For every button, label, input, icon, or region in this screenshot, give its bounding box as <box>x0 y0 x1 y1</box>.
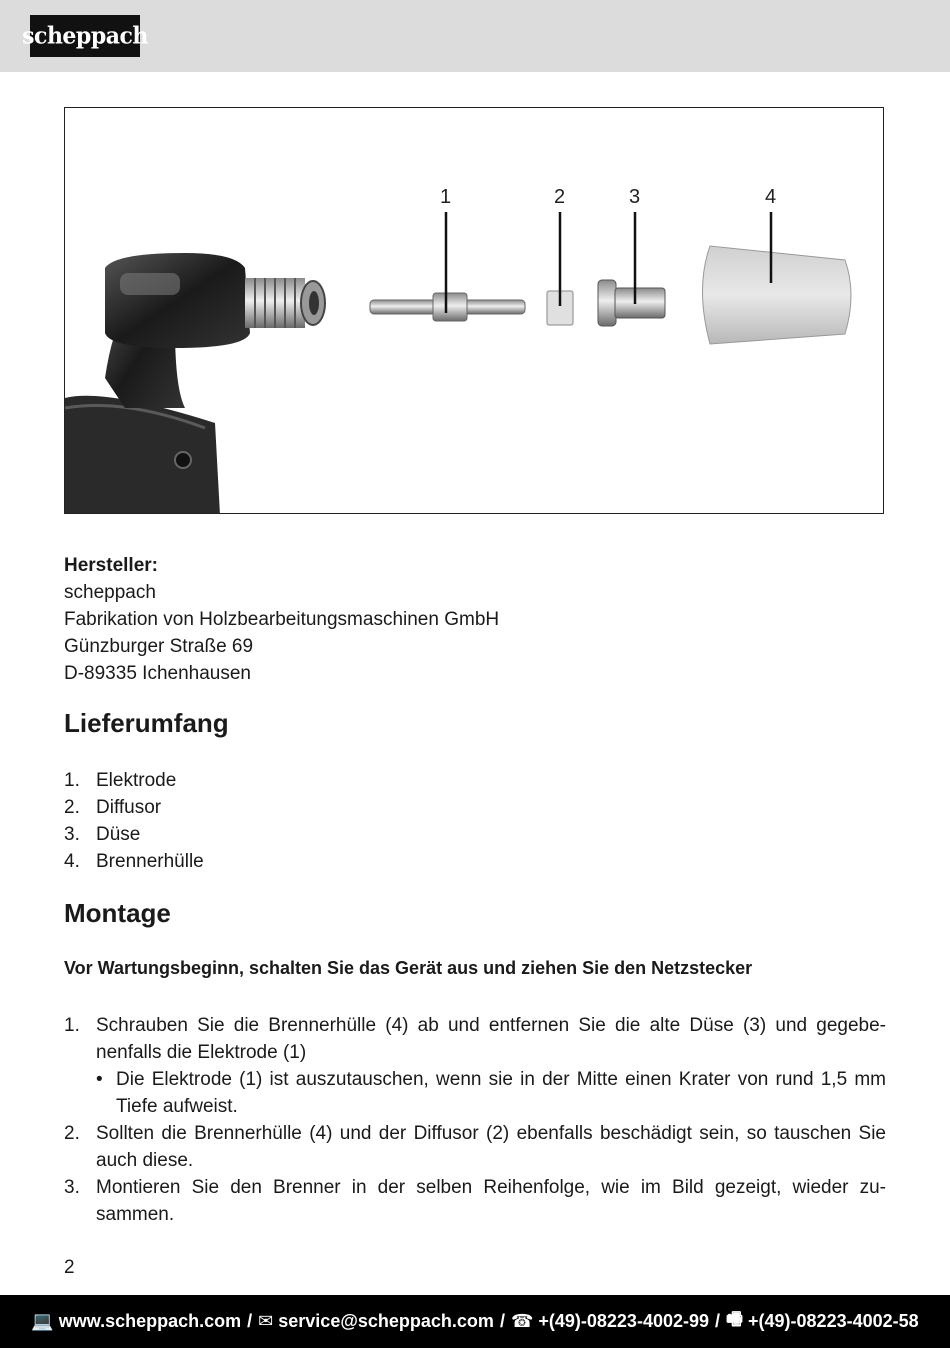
mail-icon: ✉ <box>258 1311 274 1331</box>
step-text: Schrauben Sie die Brennerhülle (4) ab und entfernen Sie die alte Düse (3) und gegebe-nenfalls die Elektrode (1) <box>96 1015 886 1063</box>
assembly-steps <box>64 1012 886 1228</box>
step-number: 3. <box>64 1177 80 1198</box>
torch-parts-figure <box>64 107 884 514</box>
sub-text: Die Elektrode (1) ist auszutauschen, wenn sie in der Mitte einen Krater von rund 1,5 mm Tiefe aufweist. <box>116 1069 886 1117</box>
manufacturer-line: scheppach <box>64 582 156 603</box>
manufacturer-line: Fabrikation von Holzbearbeitungsmaschinen GmbH <box>64 609 500 630</box>
item-number: 1. <box>64 770 80 791</box>
step-text: Sollten die Brennerhülle (4) und der Diffusor (2) ebenfalls beschädigt sein, so tauschen Sie auch diese. <box>96 1123 886 1171</box>
contact-footer <box>0 1295 950 1348</box>
item-text: Brennerhülle <box>96 851 204 872</box>
phone-icon: ☎ <box>510 1311 534 1331</box>
item-text: Diffusor <box>96 797 162 818</box>
step-item <box>64 1174 886 1228</box>
manufacturer-block <box>64 552 499 687</box>
email-link[interactable]: service@scheppach.com <box>278 1311 494 1331</box>
item-number: 3. <box>64 824 80 845</box>
step-item <box>64 1012 886 1120</box>
separator: / <box>715 1311 721 1331</box>
step-number: 1. <box>64 1015 80 1036</box>
item-text: Düse <box>96 824 141 845</box>
item-number: 4. <box>64 851 80 872</box>
page-number: 2 <box>64 1257 75 1278</box>
callout-nozzle: 3 <box>629 186 641 208</box>
manufacturer-line: D-89335 Ichenhausen <box>64 663 251 684</box>
list-item <box>64 767 204 794</box>
phone-number: +(49)-08223-4002-99 <box>538 1311 709 1331</box>
sub-bullet-item <box>96 1066 886 1120</box>
torch-head <box>105 253 250 348</box>
website-link[interactable]: www.scheppach.com <box>58 1311 242 1331</box>
step-item <box>64 1120 886 1174</box>
scope-heading: Lieferumfang <box>64 708 229 738</box>
callout-electrode: 1 <box>440 186 452 208</box>
separator: / <box>499 1311 505 1331</box>
scheppach-logo: scheppach <box>30 15 140 57</box>
separator: / <box>247 1311 253 1331</box>
list-item <box>64 821 204 848</box>
manufacturer-label: Hersteller: <box>64 555 158 576</box>
scope-list <box>64 767 204 875</box>
step-number: 2. <box>64 1123 80 1144</box>
fax-icon: 🖷 <box>726 1308 744 1329</box>
callout-shroud: 4 <box>765 186 777 208</box>
list-item <box>64 794 204 821</box>
item-number: 2. <box>64 797 80 818</box>
torch-shroud <box>703 246 852 344</box>
bullet-icon: • <box>96 1069 103 1090</box>
step-text: Montieren Sie den Brenner in der selben Reihenfolge, wie im Bild gezeigt, wieder zu-sammen. <box>96 1177 886 1225</box>
manufacturer-line: Günzburger Straße 69 <box>64 636 254 657</box>
list-item <box>64 848 204 875</box>
safety-warning: Vor Wartungsbeginn, schalten Sie das Gerät aus und ziehen Sie den Netzstecker <box>64 958 753 978</box>
item-text: Elektrode <box>96 770 177 791</box>
assembly-heading: Montage <box>64 898 171 928</box>
computer-icon: 💻 <box>31 1311 54 1331</box>
nozzle <box>598 280 616 326</box>
callout-diffusor: 2 <box>554 186 566 208</box>
torch-illustration <box>65 108 884 514</box>
fax-number: +(49)-08223-4002-58 <box>748 1311 919 1331</box>
torch-handle <box>65 396 220 514</box>
